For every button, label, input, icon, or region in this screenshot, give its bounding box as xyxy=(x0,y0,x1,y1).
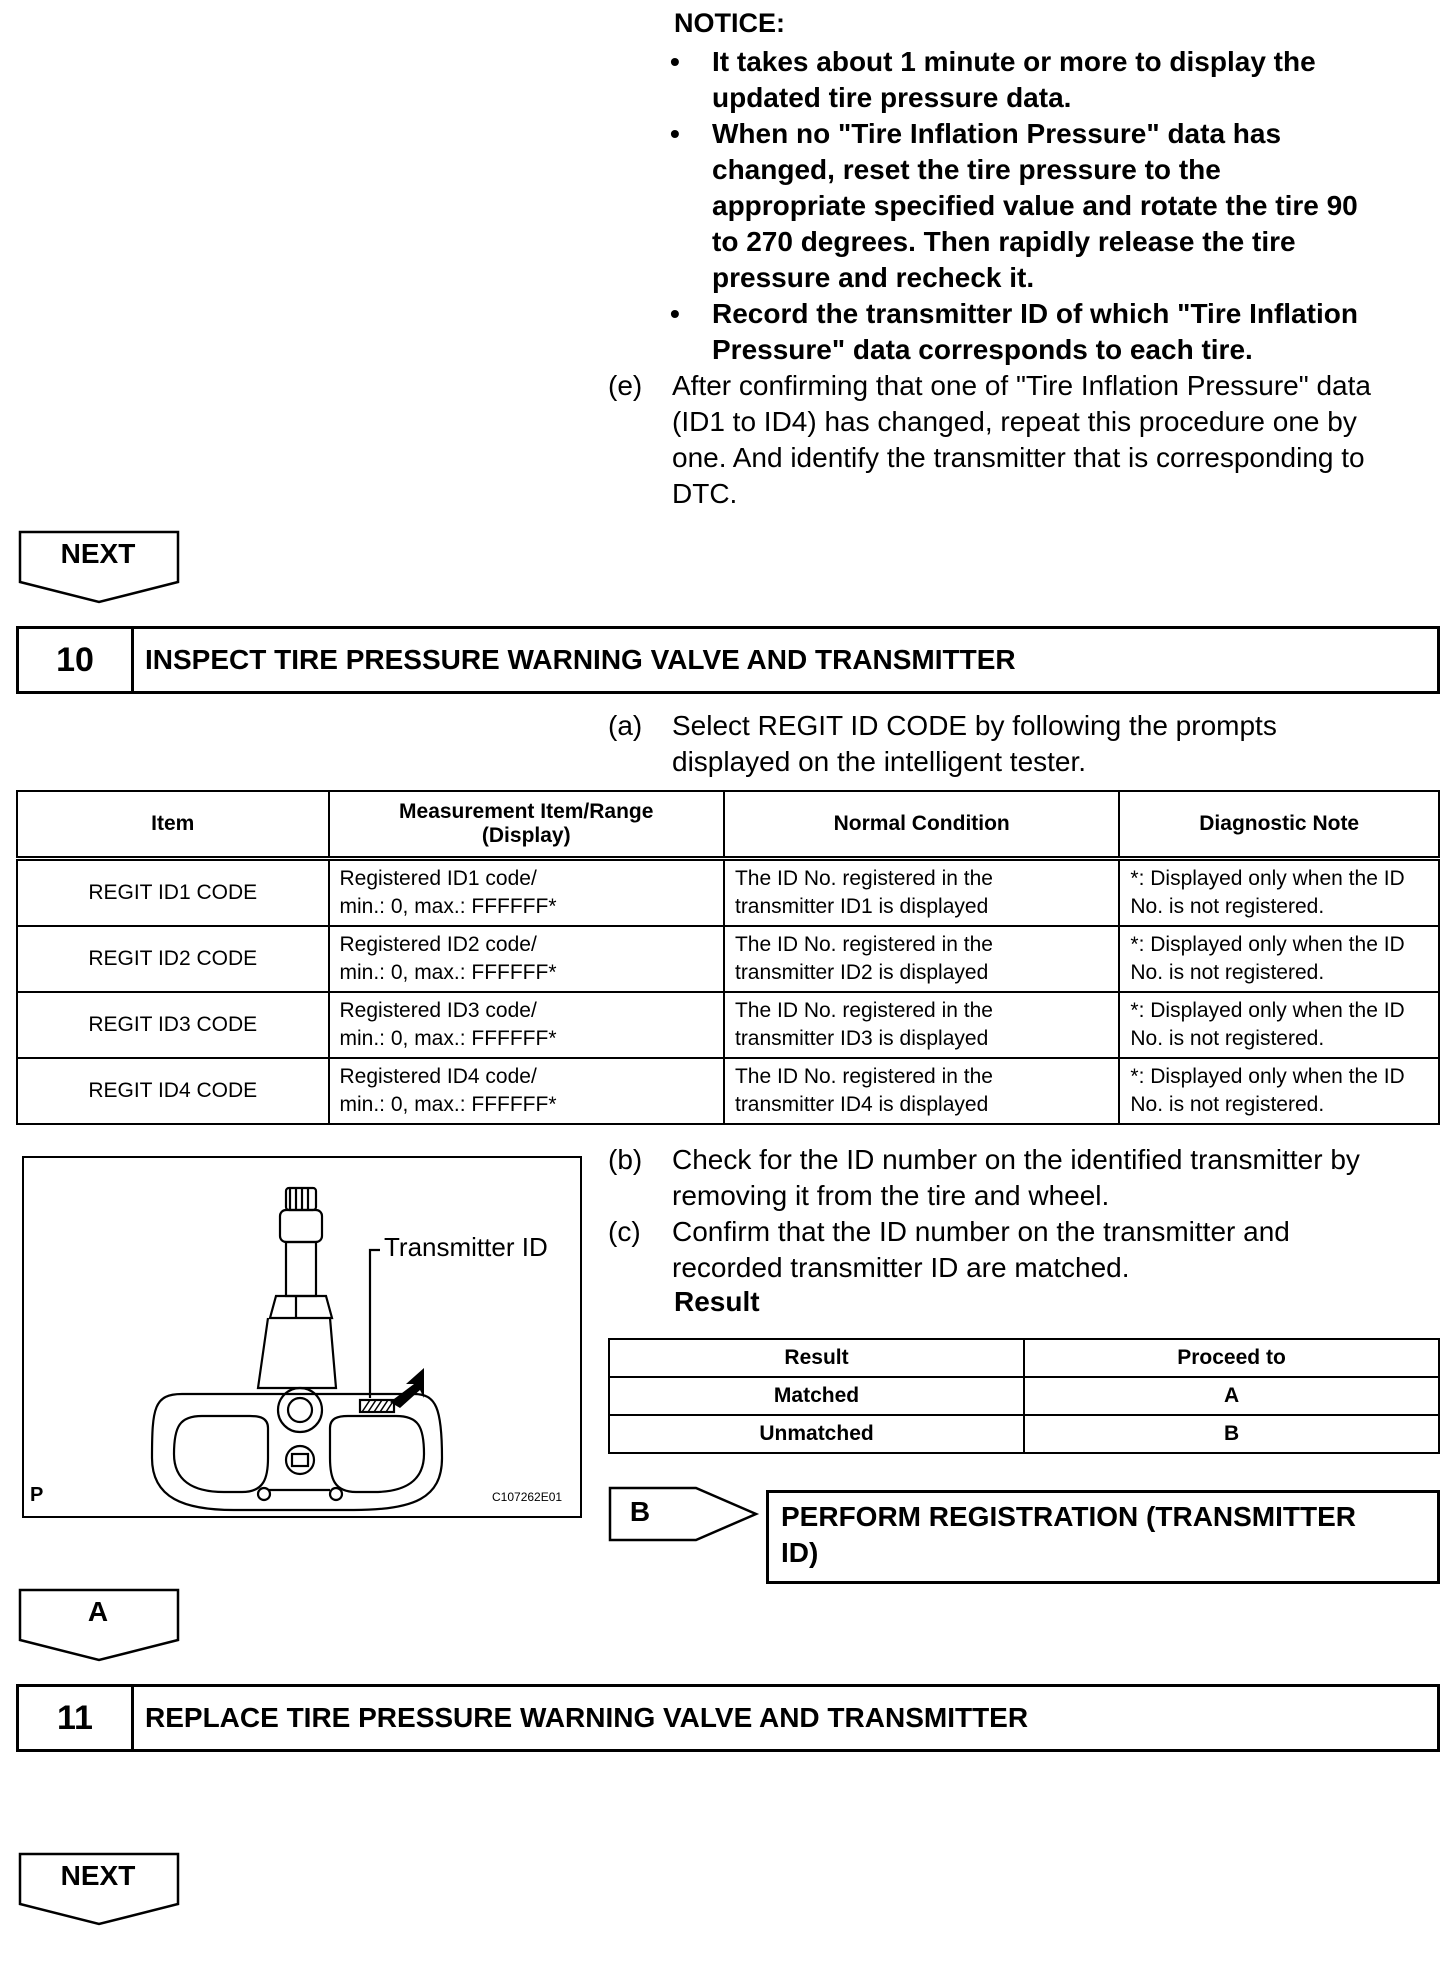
text-line: one. And identify the transmitter that is corresponding to xyxy=(672,442,1365,473)
note-cell: *: Displayed only when the ID No. is not registered. xyxy=(1119,859,1439,927)
branch-a-button[interactable] xyxy=(18,1588,178,1658)
column-header: Normal Condition xyxy=(724,791,1119,859)
item-cell: REGIT ID1 CODE xyxy=(17,859,329,927)
item-cell: REGIT ID4 CODE xyxy=(17,1058,329,1124)
text-line: removing it from the tire and wheel. xyxy=(672,1180,1110,1211)
step-text xyxy=(672,708,1277,780)
normal-cell: The ID No. registered in the transmitter ID2 is displayed xyxy=(724,926,1119,992)
text-line: ID) xyxy=(781,1537,819,1568)
section-number: 10 xyxy=(19,629,134,691)
notice-bullet-2 xyxy=(670,116,1430,296)
section-10-header xyxy=(16,626,1440,694)
step-text xyxy=(672,368,1371,512)
result-title: Result xyxy=(674,1286,760,1317)
step-label: (e) xyxy=(608,370,643,401)
step-label: (a) xyxy=(608,710,643,741)
section-title: INSPECT TIRE PRESSURE WARNING VALVE AND TRANSMITTER xyxy=(145,644,1016,675)
note-cell: *: Displayed only when the ID No. is not registered. xyxy=(1119,1058,1439,1124)
item-cell: REGIT ID2 CODE xyxy=(17,926,329,992)
text-line: Confirm that the ID number on the transmitter and xyxy=(672,1216,1290,1247)
proceed-cell: A xyxy=(1024,1377,1439,1415)
notice-bullets xyxy=(670,44,1430,368)
text-line: Select REGIT ID CODE by following the prompts xyxy=(672,710,1277,741)
transmitter-illustration xyxy=(24,1158,580,1516)
measurement-table xyxy=(16,790,1440,1125)
text-line: displayed on the intelligent tester. xyxy=(672,746,1087,777)
result-cell: Unmatched xyxy=(609,1415,1024,1453)
section-title: REPLACE TIRE PRESSURE WARNING VALVE AND TRANSMITTER xyxy=(145,1702,1029,1733)
table-row xyxy=(17,1058,1439,1124)
text-line: Check for the ID number on the identified transmitter by xyxy=(672,1144,1360,1175)
next-label: NEXT xyxy=(60,1860,136,1891)
text-line: • It takes about 1 minute or more to display the xyxy=(712,46,1316,77)
text-line: • Record the transmitter ID of which "Tire Inflation xyxy=(712,298,1358,329)
step-b xyxy=(608,1142,1448,1218)
text-line: recorded transmitter ID are matched. xyxy=(672,1252,1130,1283)
result-table xyxy=(608,1338,1440,1454)
section-11-header xyxy=(16,1684,1440,1752)
text-line: • When no "Tire Inflation Pressure" data has xyxy=(712,118,1282,149)
notice-bullet-1 xyxy=(670,44,1430,116)
step-text xyxy=(672,1214,1290,1286)
table-header-row xyxy=(17,791,1439,859)
normal-cell: The ID No. registered in the transmitter ID3 is displayed xyxy=(724,992,1119,1058)
branch-b-button[interactable] xyxy=(608,1486,758,1542)
branch-a-label: A xyxy=(87,1596,109,1627)
text-line: appropriate specified value and rotate the tire 90 xyxy=(712,190,1358,221)
text-line: (ID1 to ID4) has changed, repeat this procedure one by xyxy=(672,406,1357,437)
text-line: DTC. xyxy=(672,478,738,509)
step-e xyxy=(608,368,1448,518)
text-line: Pressure" data corresponds to each tire. xyxy=(712,334,1253,365)
text-line: to 270 degrees. Then rapidly release the tire xyxy=(712,226,1296,257)
range-cell: Registered ID3 code/ min.: 0, max.: FFFFFF* xyxy=(329,992,724,1058)
notice-title: NOTICE: xyxy=(674,8,785,38)
section-number: 11 xyxy=(19,1687,134,1749)
text-line: changed, reset the tire pressure to the xyxy=(712,154,1221,185)
step-label: (b) xyxy=(608,1144,643,1175)
range-cell: Registered ID4 code/ min.: 0, max.: FFFFFF* xyxy=(329,1058,724,1124)
column-header: Measurement Item/Range (Display) xyxy=(329,791,724,859)
item-cell: REGIT ID3 CODE xyxy=(17,992,329,1058)
perform-registration-box xyxy=(766,1490,1440,1584)
step-label: (c) xyxy=(608,1216,641,1247)
step-c xyxy=(608,1214,1448,1290)
step-text xyxy=(672,1142,1360,1214)
transmitter-figure xyxy=(22,1156,582,1518)
range-cell: Registered ID1 code/ min.: 0, max.: FFFFFF* xyxy=(329,859,724,927)
step-a xyxy=(608,708,1448,784)
text-line: After confirming that one of "Tire Inflation Pressure" data xyxy=(672,370,1371,401)
normal-cell: The ID No. registered in the transmitter ID1 is displayed xyxy=(724,859,1119,927)
table-row xyxy=(17,992,1439,1058)
normal-cell: The ID No. registered in the transmitter ID4 is displayed xyxy=(724,1058,1119,1124)
table-row xyxy=(609,1377,1439,1415)
notice-bullet-3 xyxy=(670,296,1430,368)
range-cell: Registered ID2 code/ min.: 0, max.: FFFFFF* xyxy=(329,926,724,992)
column-header: Item xyxy=(17,791,329,859)
column-header: Result xyxy=(609,1339,1024,1377)
transmitter-id-callout: Transmitter ID xyxy=(384,1232,548,1262)
next-button-2[interactable] xyxy=(18,1852,178,1922)
next-label: NEXT xyxy=(60,538,136,569)
table-header-row xyxy=(609,1339,1439,1377)
note-cell: *: Displayed only when the ID No. is not registered. xyxy=(1119,926,1439,992)
table-row xyxy=(17,859,1439,927)
next-button-1[interactable] xyxy=(18,530,178,600)
table-row xyxy=(17,926,1439,992)
text-line: PERFORM REGISTRATION (TRANSMITTER xyxy=(781,1501,1357,1532)
branch-b-label: B xyxy=(629,1496,651,1527)
column-header: Proceed to xyxy=(1024,1339,1439,1377)
figure-code: C107262E01 xyxy=(492,1490,563,1504)
text-line: updated tire pressure data. xyxy=(712,82,1072,113)
proceed-cell: B xyxy=(1024,1415,1439,1453)
text-line: pressure and recheck it. xyxy=(712,262,1035,293)
column-header: Diagnostic Note xyxy=(1119,791,1439,859)
note-cell: *: Displayed only when the ID No. is not registered. xyxy=(1119,992,1439,1058)
figure-corner-label: P xyxy=(30,1484,44,1506)
result-cell: Matched xyxy=(609,1377,1024,1415)
table-row xyxy=(609,1415,1439,1453)
